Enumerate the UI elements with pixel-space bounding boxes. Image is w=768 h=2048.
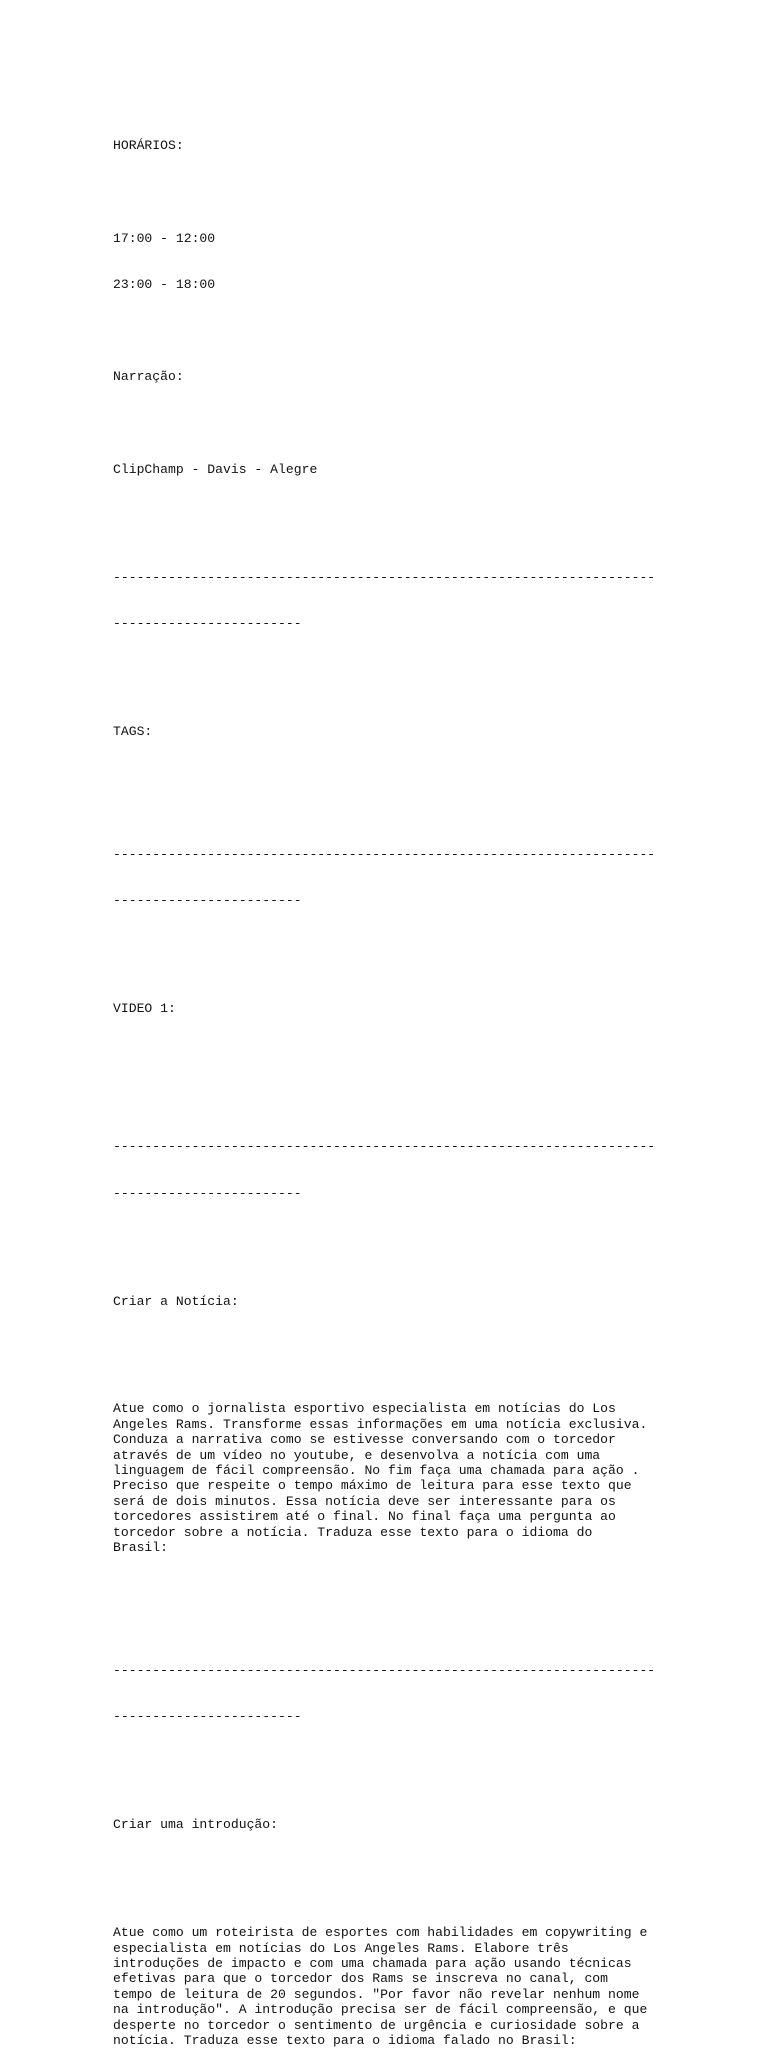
schedule-heading: HORÁRIOS:: [113, 138, 184, 154]
news-line: Preciso que respeite o tempo máximo de leitura para esse texto que: [113, 1478, 632, 1494]
narration-value: ClipChamp - Davis - Alegre: [113, 461, 318, 477]
intro-line: notícia. Traduza esse texto para o idioma falado no Brasil:: [113, 2032, 577, 2048]
news-heading: Criar a Notícia:: [113, 1293, 239, 1309]
divider-line: ---------------------------------------------------------------------: [113, 569, 656, 585]
news-line: torcedor sobre a notícia. Traduza esse texto para o idioma do: [113, 1524, 593, 1540]
intro-line: desperte no torcedor o sentimento de urgência e curiosidade sobre a: [113, 2017, 640, 2033]
narration-heading: Narração:: [113, 369, 184, 385]
document-page: [113, 92, 658, 2048]
divider-line: ---------------------------------------------------------------------: [113, 1663, 656, 1679]
intro-line: especialista em notícias do Los Angeles Rams. Elabore três: [113, 1940, 569, 1956]
divider-line-tail: ------------------------: [113, 1185, 302, 1201]
schedule-time-2: 23:00 - 18:00: [113, 276, 216, 292]
news-line: através de um vídeo no youtube, e desenvolva a notícia com uma: [113, 1447, 601, 1463]
intro-line: efetivas para que o torcedor dos Rams se inscreva no canal, com: [113, 1971, 609, 1987]
news-line: torcedores assistirem até o final. No final faça uma pergunta ao: [113, 1509, 616, 1525]
intro-line: tempo de leitura de 20 segundos. "Por favor não revelar nenhum nome: [113, 1986, 640, 2002]
intro-line: introduções de impacto e com uma chamada para ação usando técnicas: [113, 1955, 632, 1971]
news-line: linguagem de fácil compreensão. No fim faça uma chamada para ação .: [113, 1462, 640, 1478]
tags-heading: TAGS:: [113, 723, 153, 739]
news-line: será de dois minutos. Essa notícia deve ser interessante para os: [113, 1493, 616, 1509]
schedule-time-1: 17:00 - 12:00: [113, 230, 216, 246]
intro-heading: Criar uma introdução:: [113, 1817, 279, 1833]
divider-line-tail: ------------------------: [113, 615, 302, 631]
video-heading: VIDEO 1:: [113, 1000, 176, 1016]
intro-line: Atue como um roteirista de esportes com habilidades em copywriting e: [113, 1925, 648, 1941]
news-paragraph: [113, 1386, 658, 1555]
news-line: Conduza a narrativa como se estivesse conversando com o torcedor: [113, 1432, 616, 1448]
intro-paragraph: [113, 1910, 658, 2048]
divider-line: ---------------------------------------------------------------------: [113, 1139, 656, 1155]
news-line: Angeles Rams. Transforme essas informações em uma notícia exclusiva.: [113, 1416, 648, 1432]
divider-line-tail: ------------------------: [113, 1709, 302, 1725]
divider-line-tail: ------------------------: [113, 893, 302, 909]
divider-line: ---------------------------------------------------------------------: [113, 846, 656, 862]
intro-line: na introdução". A introdução precisa ser de fácil compreensão, e que: [113, 2002, 648, 2018]
news-line: Brasil:: [113, 1540, 169, 1556]
news-line: Atue como o jornalista esportivo especialista em notícias do Los: [113, 1401, 616, 1417]
